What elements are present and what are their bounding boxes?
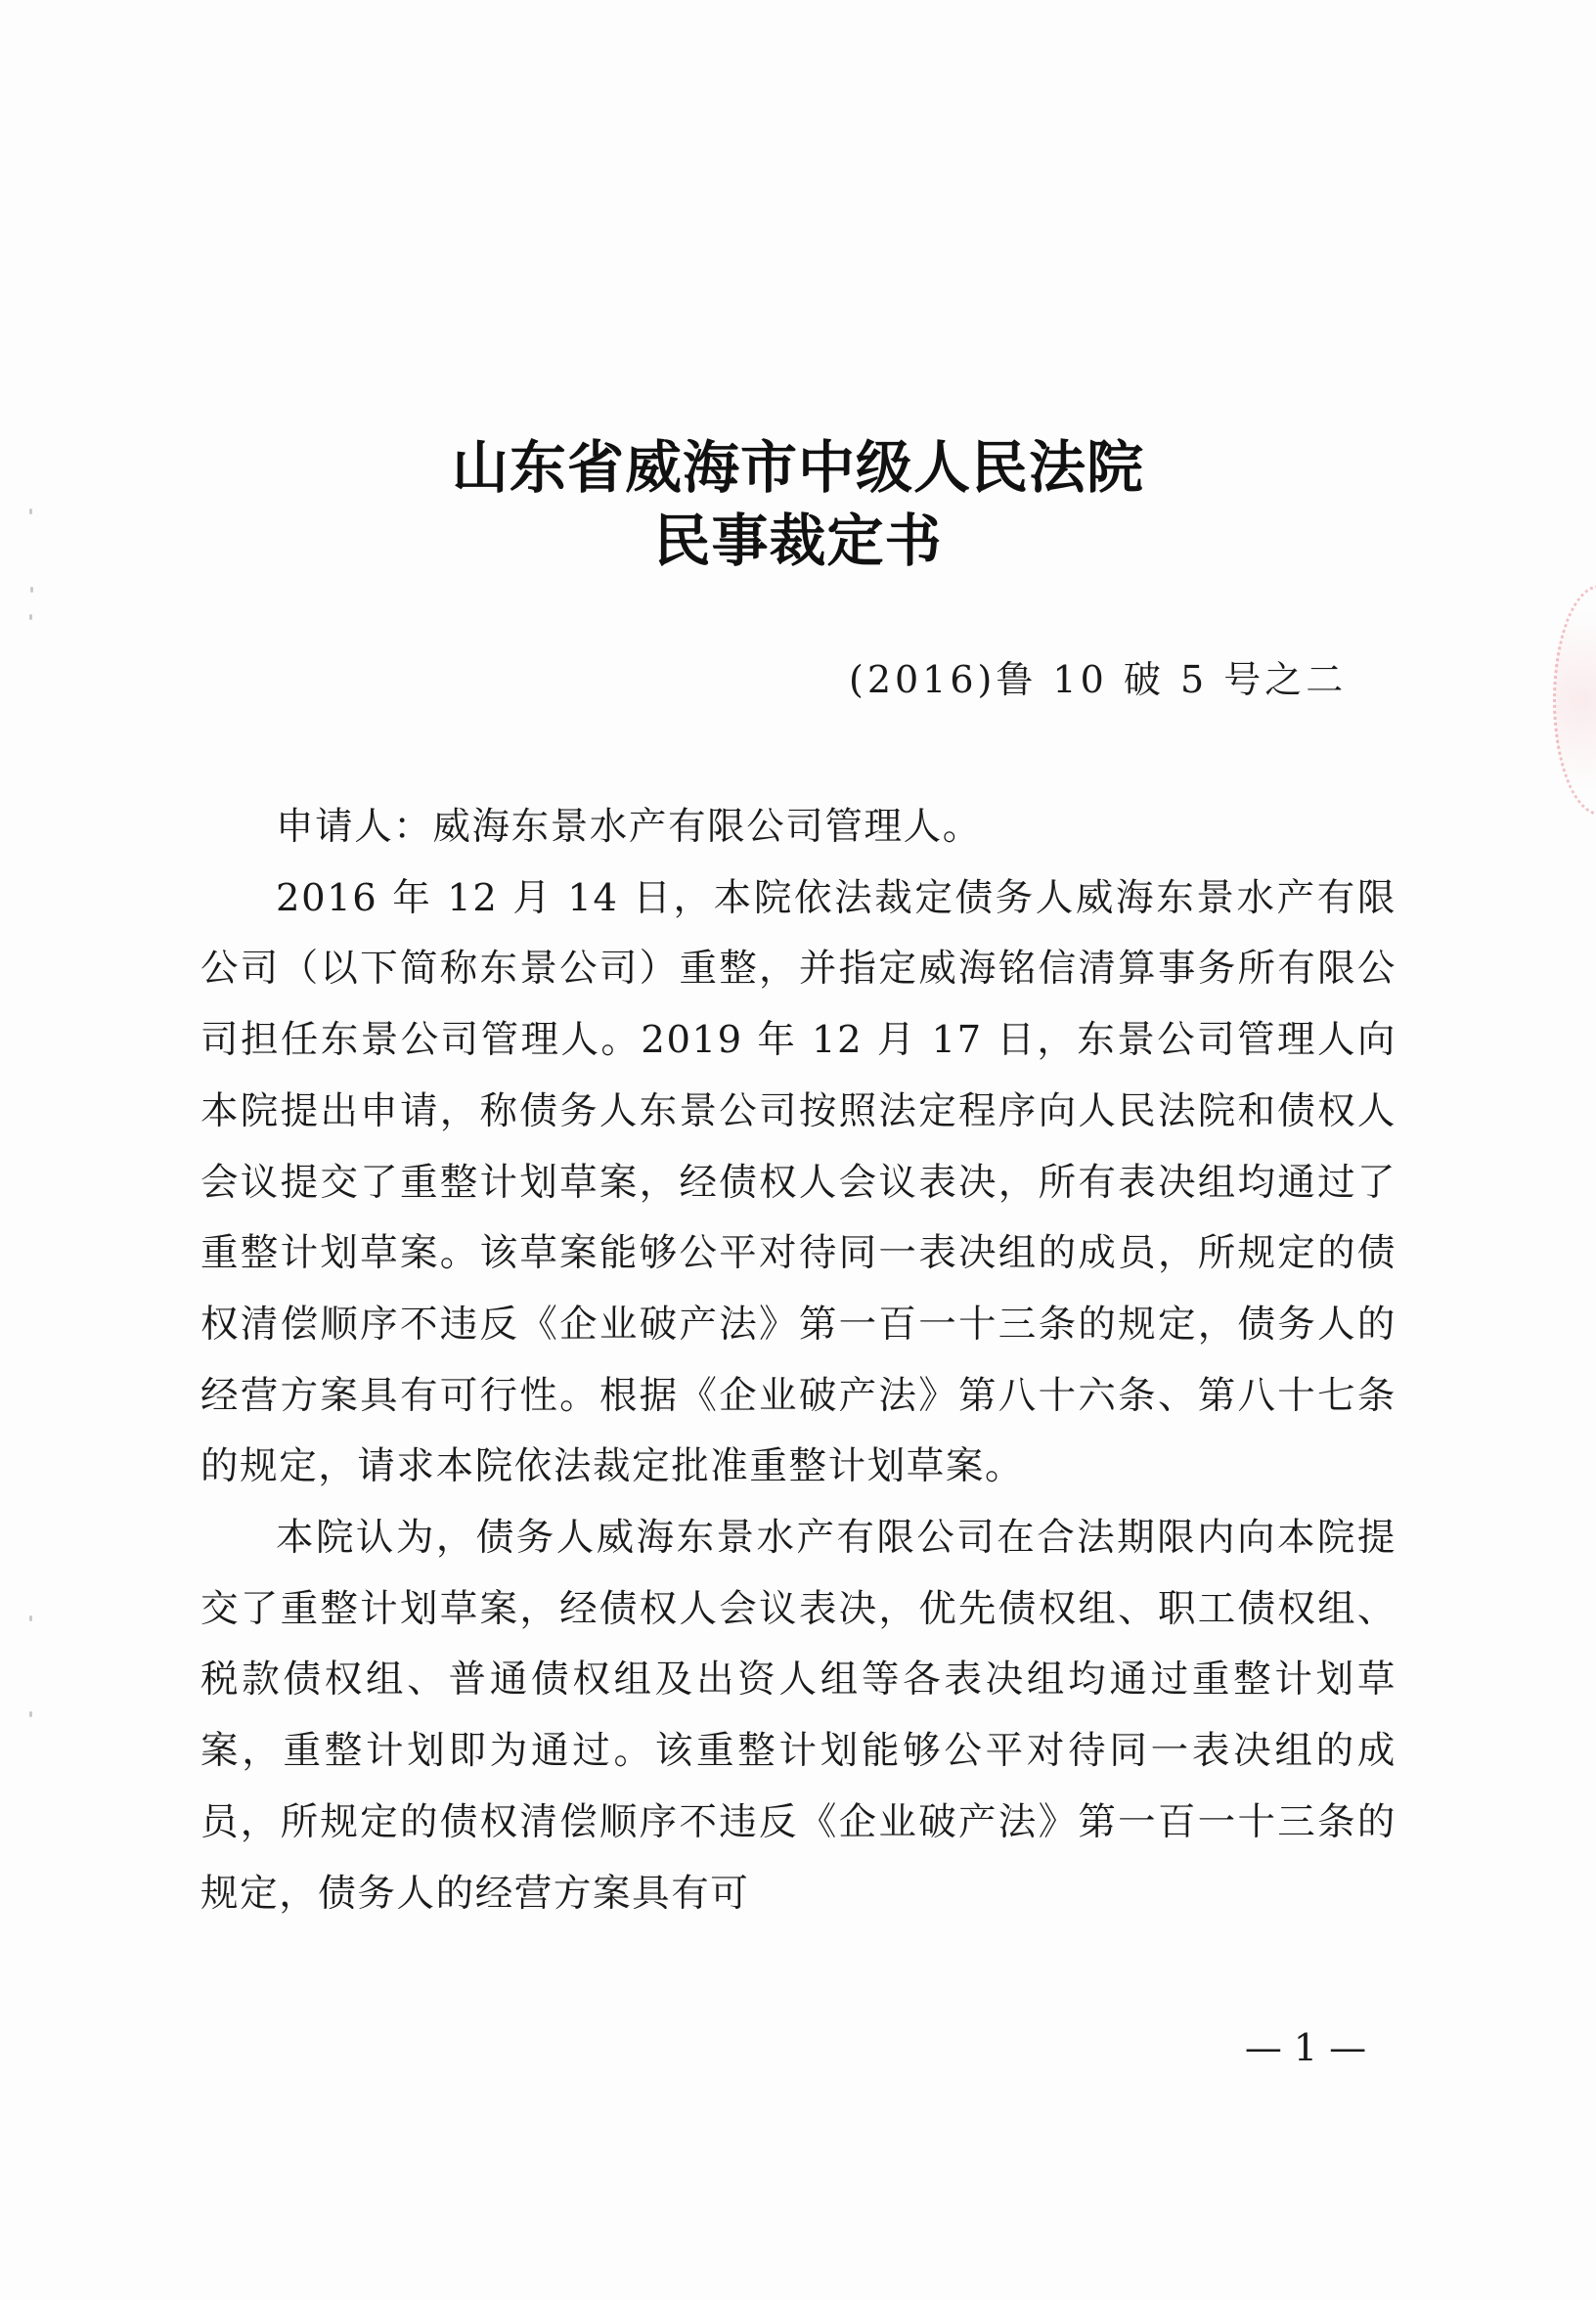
background-paragraph: 2016 年 12 月 14 日，本院依法裁定债务人威海东景水产有限公司（以下简称东景公司）重整，并指定威海铭信清算事务所有限公司担任东景公司管理人。2019 年 12 月 17 日，东景公司管理人向本院提出申请，称债务人东景公司按照法定程序向人民法院和债权人会议提交了重整计划草案，经债权人会议表决，所有表决组均通过了重整计划草案。该草案能够公平对待同一表决组的成员，所规定的债权清偿顺序不违反《企业破产法》第一百一十三条的规定，债务人的经营方案具有可行性。根据《企业破产法》第八十六条、第八十七条的规定，请求本院依法裁定批准重整计划草案。 <box>200 875 1396 1489</box>
scan-speck <box>29 1711 32 1717</box>
document-body <box>200 792 1396 1929</box>
document-type-title: 民事裁定书 <box>653 508 943 574</box>
scan-speck <box>29 1615 32 1621</box>
seal-stamp-edge <box>1553 585 1596 816</box>
scan-speck <box>29 509 32 514</box>
court-name-title: 山东省威海市中级人民法院 <box>451 434 1144 501</box>
scan-speck <box>29 614 32 620</box>
court-opinion-paragraph: 本院认为，债务人威海东景水产有限公司在合法期限内向本院提交了重整计划草案，经债权人会议表决，优先债权组、职工债权组、税款债权组、普通债权组及出资人组等各表决组均通过重整计划草案，重整计划即为通过。该重整计划能够公平对待同一表决组的成员，所规定的债权清偿顺序不违反《企业破产法》第一百一十三条的规定，债务人的经营方案具有可 <box>200 1516 1396 1916</box>
page-number: — 1 — <box>1244 2026 1367 2069</box>
case-number: (2016)鲁 10 破 5 号之二 <box>849 658 1348 701</box>
scan-speck <box>30 587 33 593</box>
applicant-paragraph: 申请人：威海东景水产有限公司管理人。 <box>276 805 982 849</box>
